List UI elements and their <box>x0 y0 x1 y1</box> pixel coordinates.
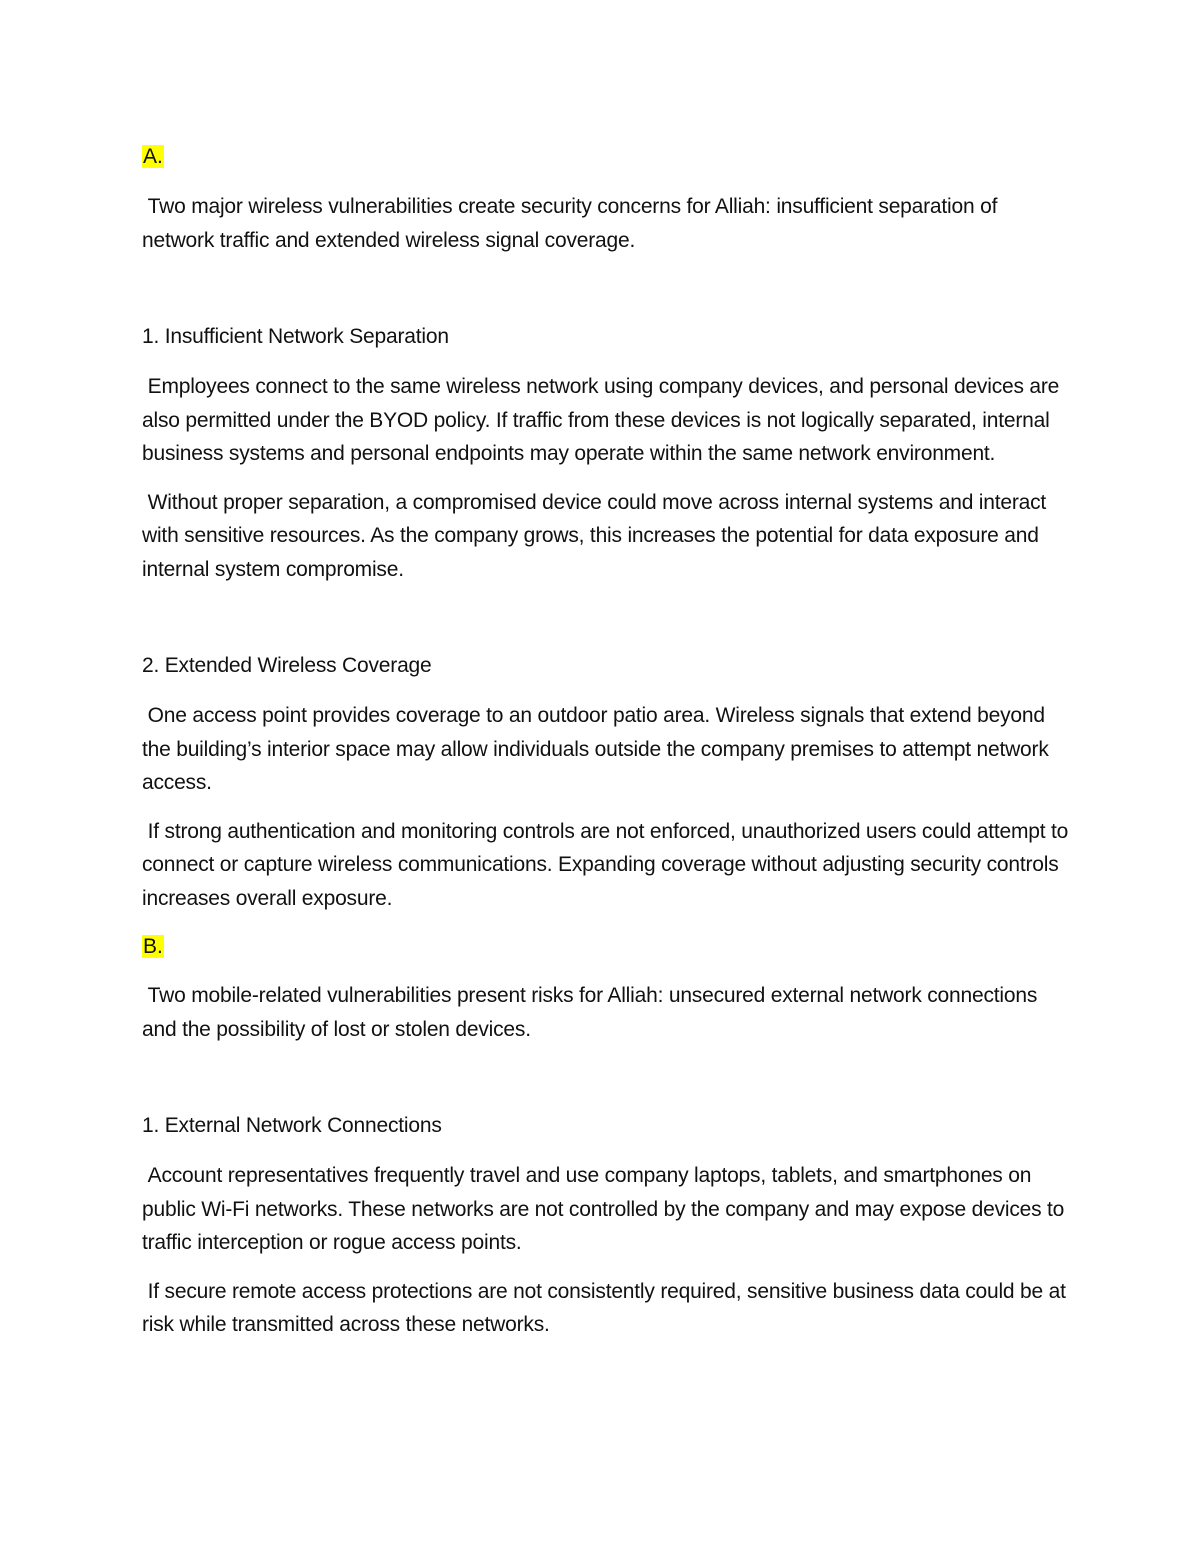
section-a-item1-paragraph-1: Employees connect to the same wireless network using company devices, and personal devices are also permitted under the BYOD policy. If traffic from these devices is not logically separated, internal business systems and personal endpoints may operate within the same network environment. <box>142 375 1065 465</box>
highlighted-label: A. <box>143 145 163 168</box>
section-a-marker <box>142 140 1072 173</box>
section-b-item1-heading: 1. External Network Connections <box>142 1114 442 1137</box>
section-b-intro: Two mobile-related vulnerabilities present risks for Alliah: unsecured external network connections and the possibility of lost or stolen devices. <box>142 984 1043 1041</box>
section-a-intro: Two major wireless vulnerabilities create security concerns for Alliah: insufficient separation of network traffic and extended wireless signal coverage. <box>142 195 1003 252</box>
document-page <box>142 140 1072 1342</box>
section-a-item1-heading: 1. Insufficient Network Separation <box>142 325 449 348</box>
section-b-marker <box>142 930 1072 963</box>
section-b-item1-paragraph-2: If secure remote access protections are not consistently required, sensitive business data could be at risk while transmitted across these networks. <box>142 1279 1072 1336</box>
highlighted-label: B. <box>143 935 163 958</box>
section-b-item1-paragraph-1: Account representatives frequently travel and use company laptops, tablets, and smartphones on public Wi-Fi networks. These networks are not controlled by the company and may expose devices to traffic interception or rogue access points. <box>142 1164 1070 1254</box>
section-a-item1-paragraph-2: Without proper separation, a compromised device could move across internal systems and interact with sensitive resources. As the company grows, this increases the potential for data exposure and internal system compromise. <box>142 490 1052 581</box>
section-a-item2-heading: 2. Extended Wireless Coverage <box>142 654 432 677</box>
section-a-item2-paragraph-2: If strong authentication and monitoring controls are not enforced, unauthorized users could attempt to connect or capture wireless communications. Expanding coverage without adjusting security controls increases overall exposure. <box>142 819 1074 910</box>
section-a-item2-paragraph-1: One access point provides coverage to an outdoor patio area. Wireless signals that extend beyond the building’s interior space may allow individuals outside the company premises to attempt network access. <box>142 704 1055 794</box>
